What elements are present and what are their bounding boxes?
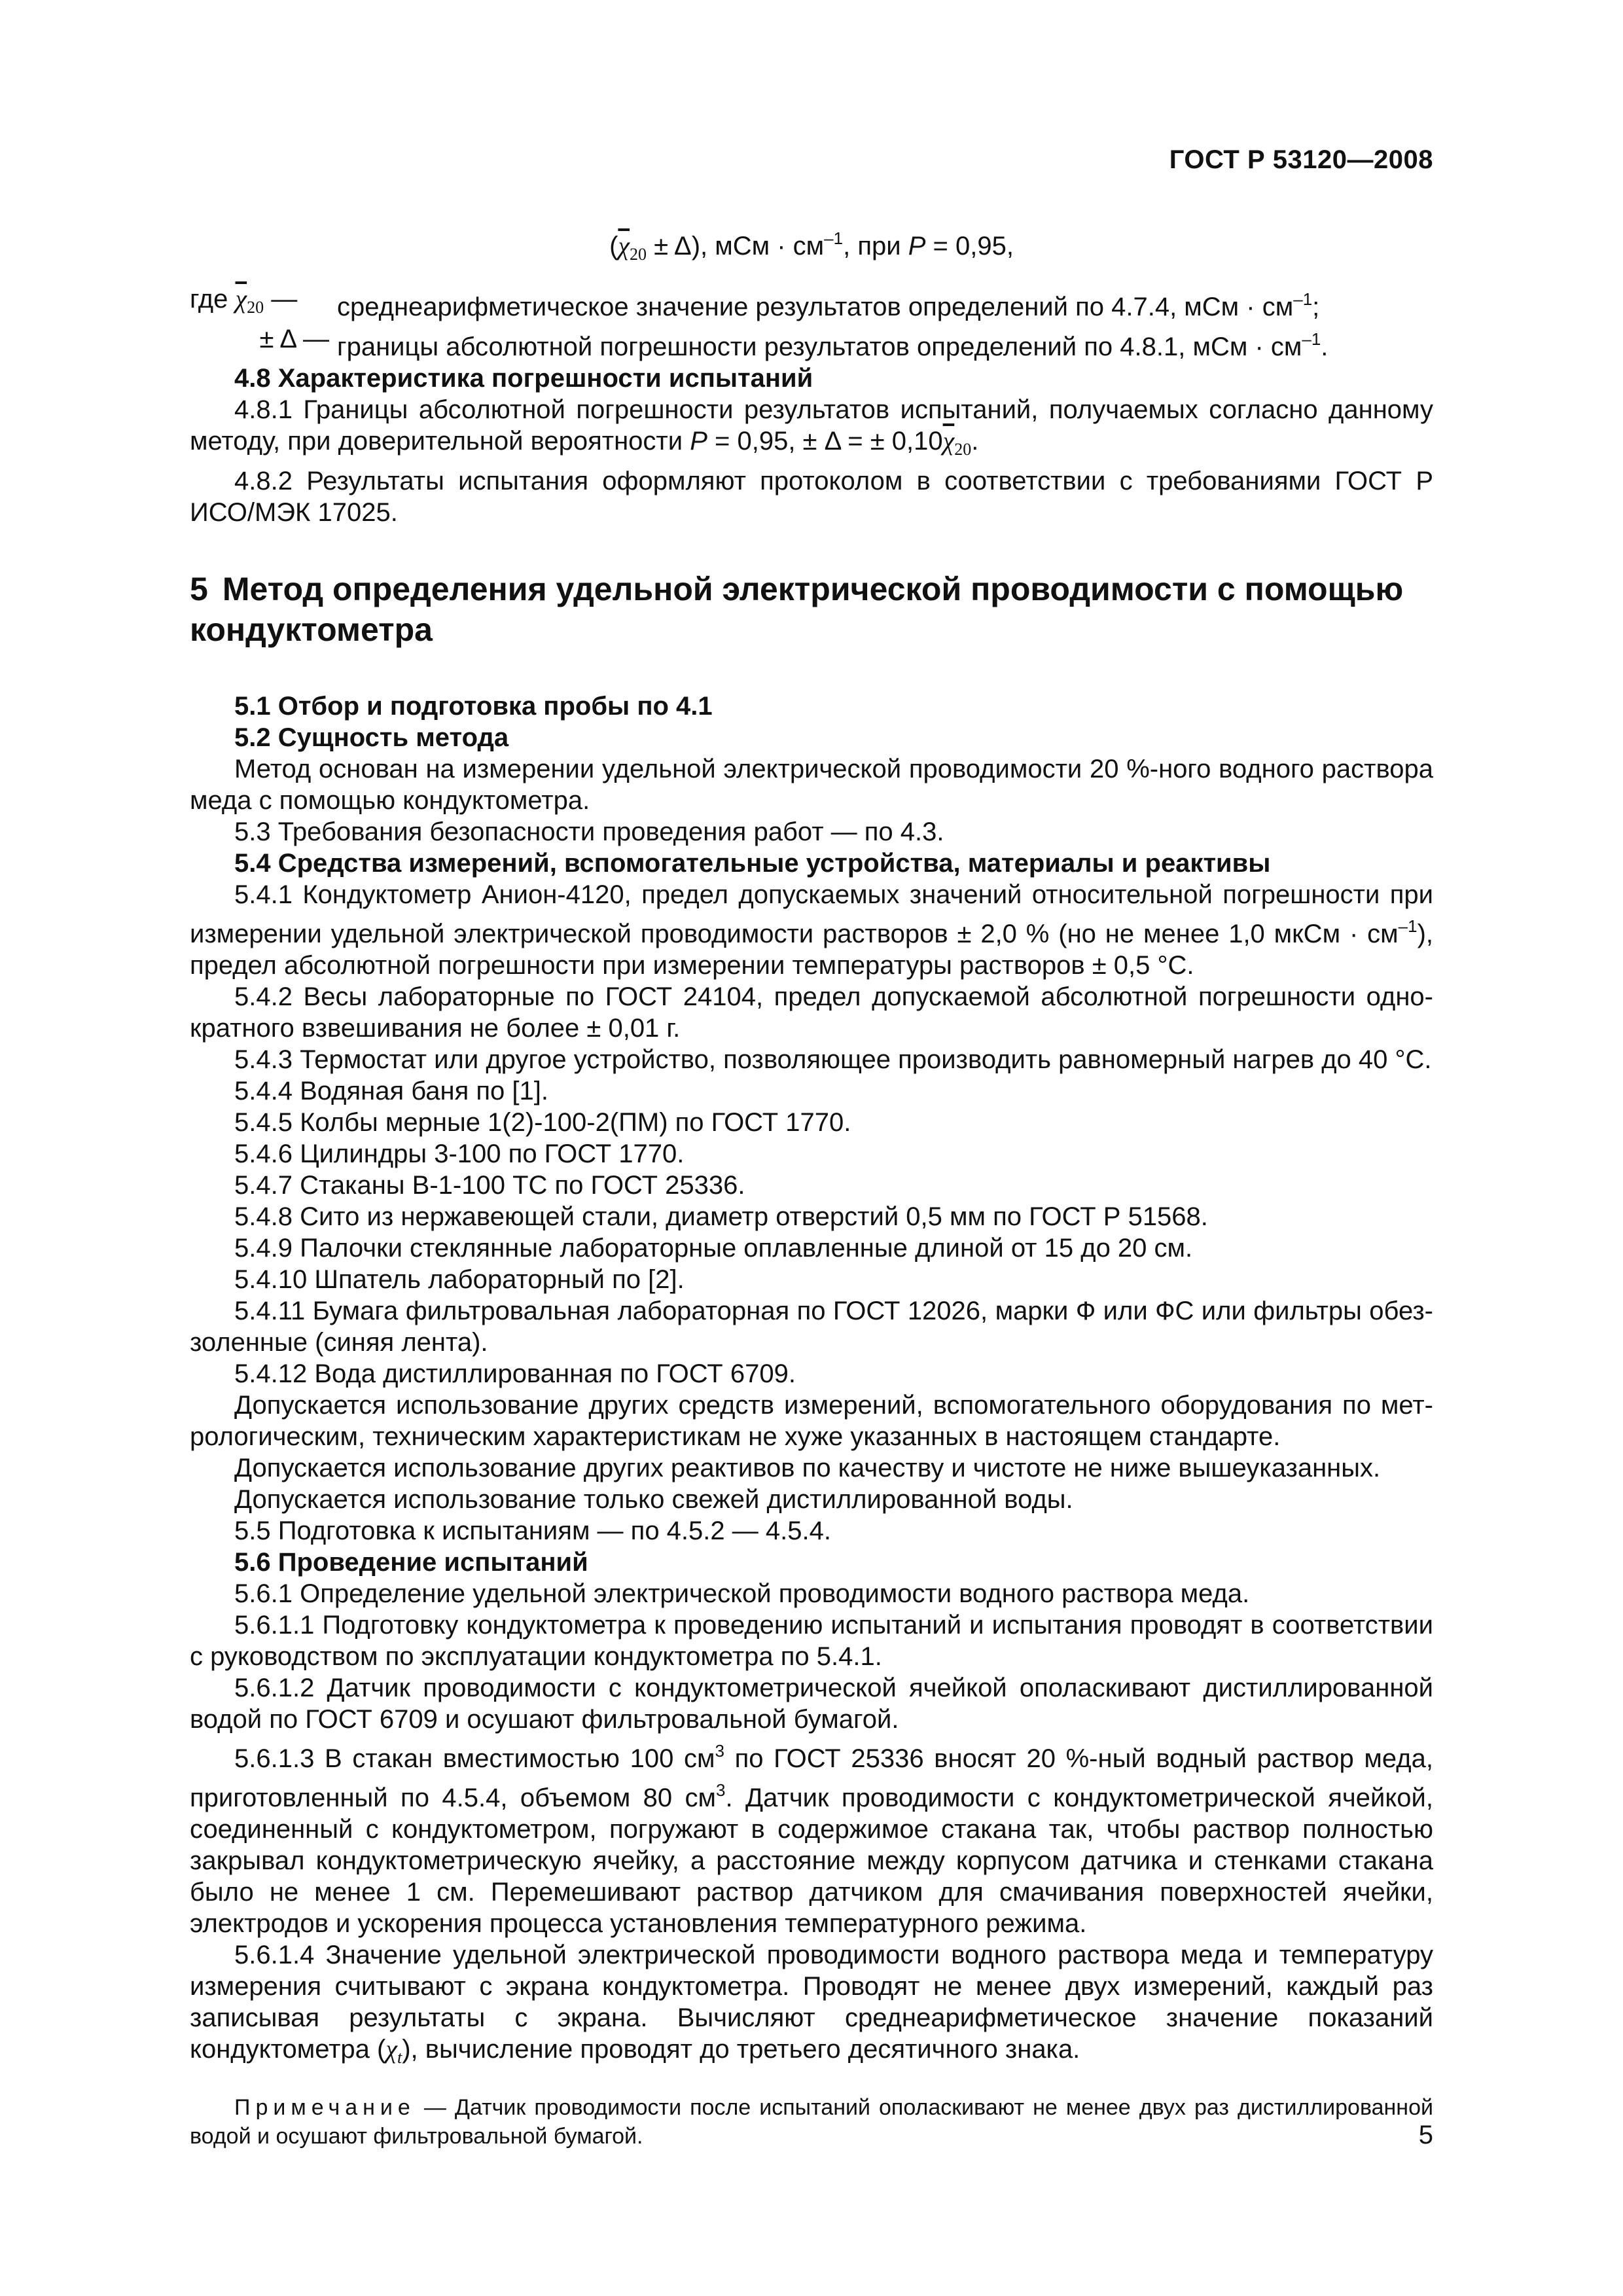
where-row-1 (190, 283, 1433, 323)
para-5-6-1-4-chi: χ (385, 2034, 397, 2064)
where-text-2 (337, 323, 1433, 363)
para-5-4-4: 5.4.4 Водяная баня по [1]. (234, 1077, 548, 1105)
para-5-6-1-4 (190, 1939, 1433, 2073)
note-text: — Датчик проводимости после испытаний ополаскивают не менее двух раз дистиллированной водой и осушают фильтровальной бумагой. (190, 2095, 1433, 2149)
formula-p-val: = 0,95, (925, 232, 1014, 260)
heading-5-2: 5.2 Сущность метода (234, 723, 509, 752)
para-5-6-1-3-sup1: 3 (715, 1741, 724, 1761)
para-5-5: 5.5 Подготовка к испытаниям — по 4.5.2 — 4.5.4. (234, 1516, 831, 1545)
where-key1-sub: 20 (247, 298, 264, 317)
para-5-4-12: 5.4.12 Вода дистиллированная по ГОСТ 6709. (234, 1359, 796, 1388)
where-key-1 (190, 283, 337, 323)
para-5-6-1-2: 5.6.1.2 Датчик проводимости с кондуктометрической ячейкой ополаскивают дистиллированной водой по ГОСТ 6709 и осушают фильтровальной бумагой. (190, 1674, 1433, 1734)
para-5-6-1-3 (190, 1735, 1433, 1939)
formula-rest: ± Δ), мСм · см (647, 232, 825, 260)
para-5-4-5: 5.4.5 Колбы мерные 1(2)-100-2(ПМ) по ГОСТ 1770. (234, 1108, 851, 1137)
where-text2-end: . (1321, 332, 1329, 361)
section-5-title-line1 (190, 569, 1433, 609)
para-4-8-2: 4.8.2 Результаты испытания оформляют протоколом в соответствии с требованиями ГОСТ Р ИСО/МЭК 17025. (190, 467, 1433, 527)
formula-chi-sub: 20 (630, 245, 647, 264)
note (190, 2093, 1433, 2151)
para-5-6-1-4-b: ), вычисление проводят до третьего десятичного знака. (402, 2035, 1080, 2064)
para-4-8-1-a: 4.8.1 Границы абсолютной погрешности результатов испытаний, получаемых согласно данному методу, при доверительной вероятности (190, 395, 1433, 456)
para-5-4-7: 5.4.7 Стаканы В-1-100 ТС по ГОСТ 25336. (234, 1171, 745, 1200)
where-text-1 (337, 283, 1433, 323)
para-4-8-1-end: . (971, 427, 979, 456)
para-5-6-1-1: 5.6.1.1 Подготовку кондуктометра к проведению испытаний и испытания проводят в соответствии с руководством по эксплуатации кондуктометра по 5.4.1. (190, 1611, 1433, 1671)
para-4-8-1-chi: $\overline{\chi}$ (942, 426, 955, 456)
section-5-heading (190, 569, 1433, 650)
formula-p-var: P (908, 232, 926, 260)
where-key1-pre: где (190, 285, 236, 314)
section-5-number: 5 (190, 571, 208, 607)
page-body (190, 223, 1433, 2151)
note-label: Примечание (234, 2095, 416, 2120)
para-5-4-11: 5.4.11 Бумага фильтровальная лабораторная по ГОСТ 12026, марки Ф или ФС или фильтры обеззоленные (синяя лента). (190, 1297, 1433, 1357)
para-5-6-1-3-b: по ГОСТ 25336 вносят 20 %-ный водный раствор меда, приготовленный по 4.5.4, объемом 80 см (190, 1744, 1434, 1812)
para-5-4-9: 5.4.9 Палочки стеклянные лабораторные оплавленные длиной от 15 до 20 см. (234, 1234, 1193, 1263)
para-5-6-1-3-sup2: 3 (716, 1780, 726, 1800)
where-row-2 (190, 323, 1433, 363)
heading-5-4: 5.4 Средства измерений, вспомогательные устройства, материалы и реактивы (234, 849, 1271, 878)
para-5-6-1-3-c: . Датчик проводимости с кондуктометрической ячейкой, соединенный с кондуктометром, погружают в содержимое стакана так, чтобы раствор полностью закрывал кондуктометрическую ячейку, а расстояние между корпусом датчика и стенками стакана было не менее 1 см. Перемешивают раствор датчиком для смачивания поверхностей ячейки, электродов и ускорения процесса установления температурного режима. (190, 1784, 1433, 1938)
para-5-4-1 (190, 879, 1433, 981)
para-5-4-1-b: ), предел абсолютной погрешности при измерении температуры растворов ± 0,5 °С. (190, 920, 1433, 980)
where-text2-sup: –1 (1302, 329, 1321, 349)
formula-line (190, 223, 1433, 270)
where-text2: границы абсолютной погрешности результатов определений по 4.8.1, мСм · см (337, 332, 1302, 361)
para-5-4-3: 5.4.3 Термостат или другое устройство, позволяющее производить равномерный нагрев до 40 °С. (234, 1045, 1432, 1074)
heading-4-8: 4.8 Характеристика погрешности испытаний (234, 364, 813, 393)
where-text1-end: ; (1312, 293, 1320, 321)
where-text1-sup: –1 (1293, 289, 1313, 309)
heading-5-6: 5.6 Проведение испытаний (234, 1548, 588, 1577)
where-text1: среднеарифметическое значение результатов определений по 4.7.4, мСм · см (337, 293, 1294, 321)
para-5-6-1-4-sub: t (397, 2048, 402, 2067)
para-4-8-1-sub: 20 (954, 440, 972, 459)
para-5-4-1-sup: –1 (1398, 916, 1418, 936)
para-4-8-1-var: P (690, 427, 707, 456)
para-5-4-6: 5.4.6 Цилиндры 3-100 по ГОСТ 1770. (234, 1139, 685, 1168)
para-5-3: 5.3 Требования безопасности проведения работ — по 4.3. (234, 817, 944, 846)
standard-code: ГОСТ Р 53120—2008 (1169, 145, 1433, 174)
heading-5-1: 5.1 Отбор и подготовка пробы по 4.1 (234, 692, 713, 721)
where-key-2: ± Δ — (259, 325, 329, 353)
para-5-6-1-3-a: 5.6.1.3 В стакан вместимостью 100 см (234, 1744, 715, 1773)
para-4-8-1 (190, 394, 1433, 465)
formula-tail: , при (843, 232, 908, 260)
para-5-4-1-a: 5.4.1 Кондуктометр Анион-4120, предел допускаемых значений относительной погрешности при измерении удельной электрической проводимости растворов ± 2,0 % (но не менее 1,0 мкСм · см (190, 880, 1433, 948)
para-5-6-1: 5.6.1 Определение удельной электрической проводимости водного раствора меда. (234, 1579, 1250, 1608)
section-5-title-line2: кондуктометра (190, 611, 433, 648)
para-allow-3: Допускается использование только свежей дистиллированной воды. (234, 1485, 1073, 1514)
formula-chi: $\overline{\chi}$ (618, 231, 630, 260)
para-4-8-1-b: = 0,95, ± Δ = ± 0,10 (707, 427, 943, 456)
formula-sup: –1 (824, 228, 844, 248)
para-5-4-2: 5.4.2 Весы лабораторные по ГОСТ 24104, предел допускаемой абсолютной погрешности однократного взвешивания не более ± 0,01 г. (190, 982, 1433, 1043)
para-5-6-1-4-a: 5.6.1.4 Значение удельной электрической проводимости водного раствора меда и температуру измерения считывают с экрана кондуктометра. Проводят не менее двух измерений, каждый раз записывая результаты с экрана. Вычисляют среднеарифметическое значение показаний кондуктометра ( (190, 1941, 1433, 2064)
para-allow-2: Допускается использование других реактивов по качеству и чистоте не ниже вышеуказанных. (234, 1454, 1381, 1482)
para-5-4-8: 5.4.8 Сито из нержавеющей стали, диаметр отверстий 0,5 мм по ГОСТ Р 51568. (234, 1202, 1208, 1231)
para-5-2: Метод основан на измерении удельной электрической проводимости 20 %-ного водного раствора меда с помощью кондуктометра. (190, 755, 1433, 815)
where-key1-chi: $\overline{\chi}$ (235, 284, 247, 314)
section-5-title1: Метод определения удельной электрической проводимости с помощью (222, 571, 1404, 607)
page-number: 5 (1418, 2121, 1433, 2149)
formula-open: ( (609, 232, 618, 260)
para-allow-1: Допускается использование других средств измерений, вспомогательного оборудования по метрологическим, техническим характеристикам не хуже указанных в настоящем стандарте. (190, 1391, 1433, 1451)
where-key1-dash: — (264, 285, 298, 314)
para-5-4-10: 5.4.10 Шпатель лабораторный по [2]. (234, 1265, 685, 1294)
